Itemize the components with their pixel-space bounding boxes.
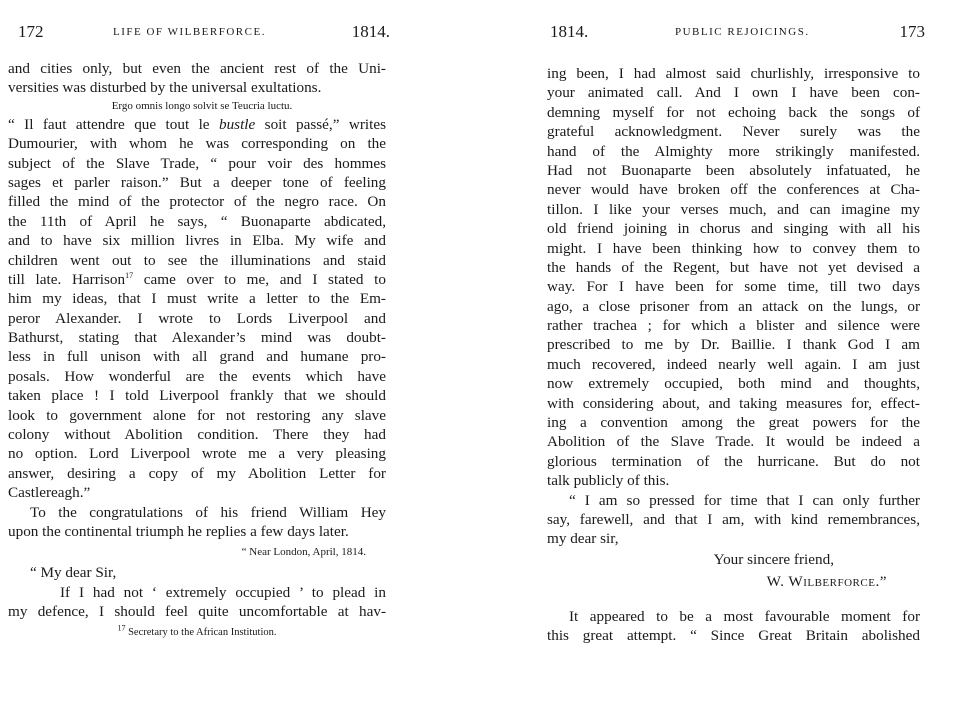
text-line: old friend joining in chorus and singing with all his: [547, 220, 920, 238]
text-line: my defence, I should feel quite uncomfortable at hav-: [8, 603, 386, 621]
text-line: no option. Lord Liverpool wrote me a very pleasing: [8, 445, 386, 463]
text-line: “ Il faut attendre que tout le bustle soit passé,” writes: [8, 115, 386, 133]
text-line: the 11th of April he says, “ Buonaparte abdicated,: [8, 212, 386, 230]
text-line: children went out to see the illuminations and staid: [8, 251, 386, 269]
text-line: If I had not ‘ extremely occupied ’ to plead in: [60, 583, 386, 601]
text-line: “ I am so pressed for time that I can only further: [569, 491, 920, 509]
text-line: Dumourier, with whom he was corresponding on the: [8, 135, 386, 153]
footnote: $^{17}$ Secretary to the African Institution.: [117, 623, 277, 638]
text-line: ago, a close prisoner from an attack on the lungs, or: [547, 297, 920, 315]
text-line: look to government alone for not restoring any slave: [8, 406, 386, 424]
text-line: demning myself for not echoing back the songs of: [547, 103, 920, 121]
letter-place-date: “ Near London, April, 1814.: [241, 546, 366, 559]
left-page-body: [8, 59, 386, 641]
bustle-italic: bustle: [218, 115, 256, 133]
text-line: ing been, I had almost said churlishly, irresponsive to: [547, 65, 920, 82]
text-line: filled the mind of the protector of the negro race. On: [8, 193, 386, 211]
letter-salutation: “ My dear Sir,: [30, 564, 117, 582]
text-line: Bathurst, stating that Alexander’s mind was doubt-: [8, 329, 386, 347]
text-line: posals. How wonderful are the events which have: [8, 367, 386, 385]
text-line: him my ideas, that I must write a letter to the Em-: [8, 290, 386, 308]
right-page-body: [547, 64, 920, 646]
text-line: versities was disturbed by the universal exultations.: [8, 79, 322, 97]
left-page-number: 172: [18, 22, 44, 41]
text-line: upon the continental triumph he replies a few days later.: [8, 522, 349, 540]
text-line: the hands of the Regent, but have not yet devised a: [547, 258, 920, 276]
left-header-year: 1814.: [351, 22, 390, 41]
text-line: peror Alexander. I wrote to Lords Liverpool and: [8, 309, 386, 327]
letter-closing: Your sincere friend,: [713, 550, 834, 568]
text-line: Had not Buonaparte been absolutely infatuated, he: [547, 161, 920, 179]
latin-motto: Ergo omnis longo solvit se Teucria luctu.: [111, 99, 293, 112]
text-line: way. For I have been for some time, till two days: [547, 278, 920, 296]
text-line: say, farewell, and that I am, with kind remembrances,: [547, 510, 920, 528]
right-page-number: 173: [899, 22, 925, 41]
text-line: your animated call. And I own I have been con-: [547, 84, 920, 102]
text-line: subject of the Slave Trade, “ pour voir des hommes: [8, 154, 386, 172]
text-line: now extremely occupied, both mind and thoughts,: [547, 375, 920, 393]
text-line: tillon. I like your verses much, and can imagine my: [547, 200, 920, 218]
left-page-header: [18, 22, 390, 46]
text-line: sages et parler raison.” But a deeper tone of feeling: [8, 173, 386, 191]
text-line: hand of the Almighty more strikingly manifested.: [547, 142, 920, 160]
text-line: colony without Abolition condition. There they had: [8, 426, 386, 444]
text-line: It appeared to be a most favourable moment for: [569, 607, 920, 625]
text-line: Castlereagh.”: [8, 484, 91, 502]
text-line: talk publicly of this.: [547, 472, 670, 490]
text-line: taken place ! I told Liverpool frankly that we should: [8, 387, 386, 405]
right-running-title: PUBLIC REJOICINGS.: [675, 26, 810, 38]
text-line: my dear sir,: [547, 530, 619, 548]
right-page: [490, 0, 980, 705]
text-line: might. I have been thinking how to convey them to: [547, 239, 920, 257]
right-header-year: 1814.: [550, 22, 589, 41]
text-line: less in full unison with all grand and humane pro-: [8, 348, 386, 366]
text-line: grateful acknowledgment. Never surely was the: [547, 123, 920, 141]
left-running-title: LIFE OF WILBERFORCE.: [113, 26, 266, 38]
letter-signature: W. Wilberforce.”: [766, 572, 887, 590]
text-line: glorious termination of the hurricane. But do not: [547, 452, 920, 470]
right-page-header: [550, 22, 925, 46]
text-line: Abolition of the Slave Trade. It would be indeed a: [547, 433, 920, 451]
text-line: much recovered, indeed nearly well again. I am just: [547, 355, 920, 373]
text-line: never would have broken off the conferences at Cha-: [547, 181, 920, 199]
text-line: rather trachea ; for which a blister and silence were: [547, 317, 920, 335]
text-line: prescribed to me by Dr. Baillie. I thank God I am: [547, 336, 920, 354]
text-line: To the congratulations of his friend William Hey: [30, 503, 386, 521]
footnote-marker: 17: [125, 270, 134, 280]
text-line: this great attempt. “ Since Great Britain abolished: [547, 627, 920, 645]
text-line: and to have six million livres in Elba. My wife and: [8, 232, 386, 250]
text-line: till late. Harrison$^{17}$ came over to me, and I stated to: [8, 270, 386, 288]
text-line: and cities only, but even the ancient rest of the Uni-: [8, 60, 386, 77]
text-line: with considering about, and taking measures for, effect-: [547, 394, 920, 412]
text-line: ing a convention among the great powers for the: [547, 414, 920, 432]
text-line: answer, desiring a copy of my Abolition Letter for: [8, 464, 386, 482]
